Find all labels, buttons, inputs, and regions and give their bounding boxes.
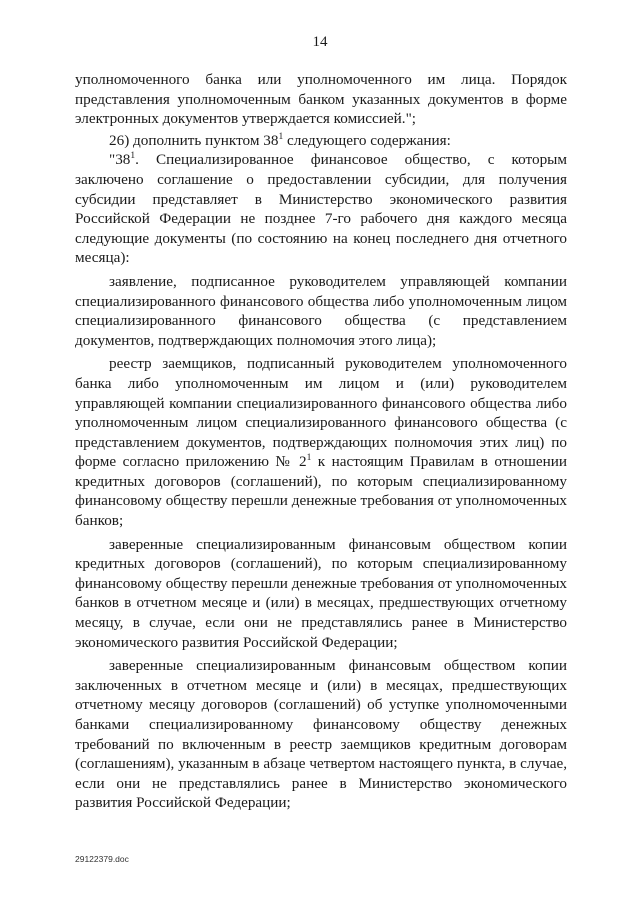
paragraph-clause-38-1: [75, 150, 567, 268]
borrower-registry-text-start: реестр заемщиков, подписанный руководителем уполномоченного банка либо уполномоченным им лицом и (или) руководителем управляющей компании специализированного финансового общества либо уполномоченным лицом специализированного финансового общества (с представлением документов, подтверждающих полномочия этих лиц) по форме согласно приложению № 2: [75, 355, 567, 471]
amendment-26-text-start: 26) дополнить пунктом 38: [109, 131, 279, 149]
page-number: 14: [312, 34, 328, 50]
paragraph-amendment-26: [75, 131, 567, 151]
document-file-code: 29122379.doc: [75, 854, 129, 864]
amendment-26-superscript: 1: [278, 131, 284, 142]
paragraph-continuation: уполномоченного банка или уполномоченного им лица. Порядок представления уполномоченным банком указанных документов в форме электронных документов утверждается комиссией.";: [75, 71, 567, 128]
clause-38-1-superscript: 1: [130, 151, 136, 162]
document-body: [75, 70, 567, 813]
clause-38-1-number: "38: [109, 151, 131, 169]
paragraph-credit-agreement-copies: заверенные специализированным финансовым обществом копии кредитных договоров (соглашений), по которым специализированному финансовому обществу перешли денежные требования от уполномоченных банков в отчетном месяце и (или) в месяцах, предшествующих отчетному месяцу, в случае, если они не представлялись ранее в Министерство экономического развития Российской Федерации;: [75, 535, 567, 651]
appendix-superscript: 1: [306, 453, 312, 464]
paragraph-application-statement: заявление, подписанное руководителем управляющей компании специализированного финансового общества либо уполномоченным лицом специализированного финансового общества (с представлением документов, подтверждающих полномочия этого лица);: [75, 272, 567, 349]
paragraph-assignment-agreement-copies: заверенные специализированным финансовым обществом копии заключенных в отчетном месяце и (или) в месяцах, предшествующих отчетному месяцу договоров (соглашений) об уступке уполномоченными банками специализированному финансовому обществу денежных требований по включенным в реестр заемщиков кредитным договорам (соглашениям), указанным в абзаце четвертом настоящего пункта, в случае, если они не представлялись ранее в Министерство экономического развития Российской Федерации;: [75, 657, 567, 812]
paragraph-borrower-registry: [75, 354, 567, 530]
clause-38-1-text: . Специализированное финансовое общество, с которым заключено соглашение о предоставлении субсидии, для получения субсидии представляет в Министерство экономического развития Российской Федерации не позднее 7-го рабочего дня каждого месяца следующие документы (по состоянию на конец последнего дня отчетного месяца):: [75, 151, 567, 267]
amendment-26-text-end: следующего содержания:: [283, 131, 451, 149]
borrower-registry-text-end: к настоящим Правилам в отношении кредитных договоров (соглашений), по которым специализированному финансовому обществу перешли денежные требования от уполномоченных банков;: [75, 453, 567, 530]
